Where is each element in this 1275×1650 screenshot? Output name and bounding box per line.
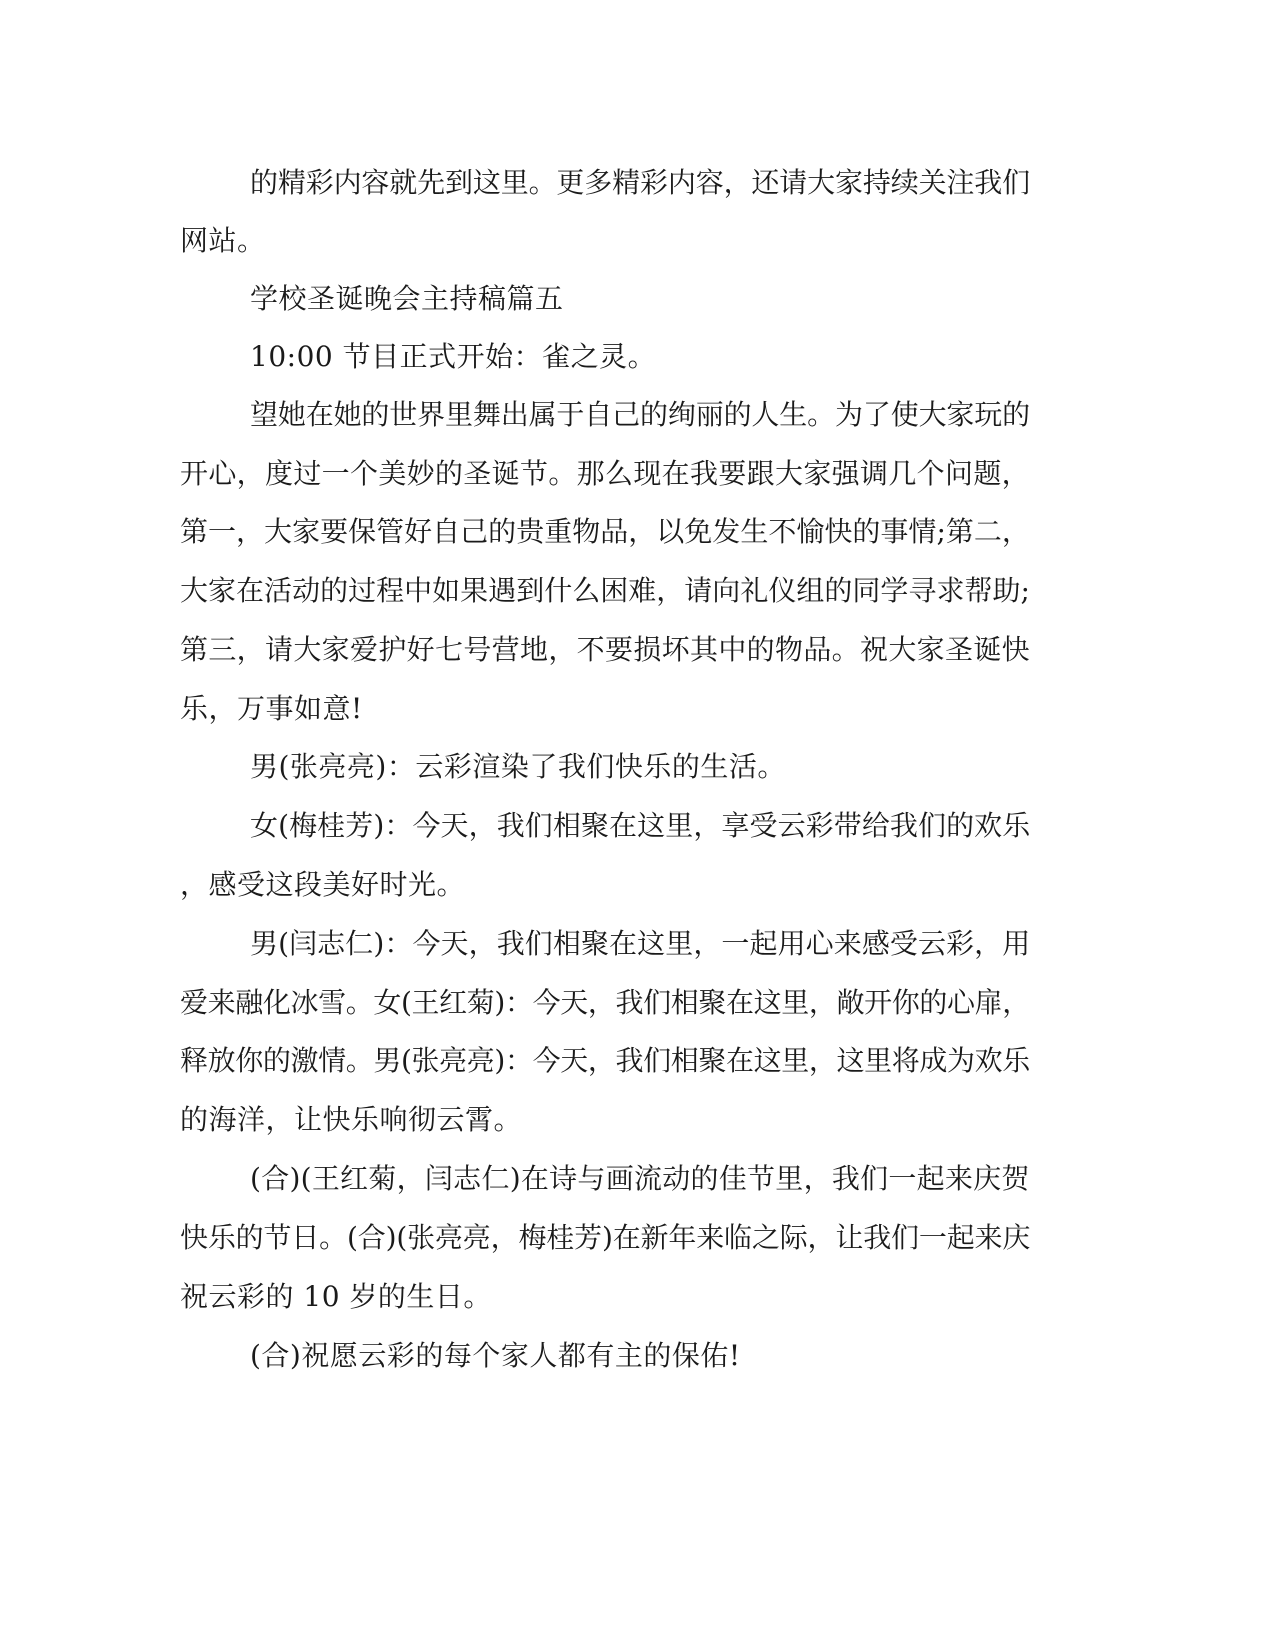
- text-line: 男(闫志仁)：今天，我们相聚在这里，一起用心来感受云彩，用: [250, 927, 1031, 960]
- section-heading: 学校圣诞晚会主持稿篇五: [250, 282, 564, 315]
- text-line: ，感受这段美好时光。: [180, 868, 466, 901]
- text-line: (合)祝愿云彩的每个家人都有主的保佑!: [250, 1339, 741, 1372]
- text-line: (合)(王红菊，闫志仁)在诗与画流动的佳节里，我们一起来庆贺: [250, 1162, 1030, 1195]
- text-line: 快乐的节日。(合)(张亮亮，梅桂芳)在新年来临之际，让我们一起来庆: [180, 1221, 1031, 1254]
- text-line: 的海洋，让快乐响彻云霄。: [180, 1103, 523, 1136]
- text-line: 第三，请大家爱护好七号营地，不要损坏其中的物品。祝大家圣诞快: [180, 633, 1031, 666]
- text-line: 释放你的激情。男(张亮亮)：今天，我们相聚在这里，这里将成为欢乐: [180, 1044, 1030, 1077]
- text-line: 乐，万事如意!: [180, 692, 363, 725]
- text-line: 祝云彩的 10 岁的生日。: [180, 1280, 492, 1313]
- text-line: 望她在她的世界里舞出属于自己的绚丽的人生。为了使大家玩的: [250, 398, 1031, 431]
- text-line: 大家在活动的过程中如果遇到什么困难，请向礼仪组的同学寻求帮助;: [180, 574, 1030, 607]
- text-line: 爱来融化冰雪。女(王红菊)：今天，我们相聚在这里，敞开你的心扉，: [180, 986, 1030, 1019]
- text-line: 女(梅桂芳)：今天，我们相聚在这里，享受云彩带给我们的欢乐: [250, 809, 1031, 842]
- text-line: 开心，度过一个美妙的圣诞节。那么现在我要跟大家强调几个问题，: [180, 457, 1031, 490]
- text-line: 男(张亮亮)：云彩渲染了我们快乐的生活。: [250, 750, 786, 783]
- text-line: 10:00 节目正式开始：雀之灵。: [250, 340, 657, 373]
- text-line: 第一，大家要保管好自己的贵重物品，以免发生不愉快的事情;第二，: [180, 515, 1030, 548]
- text-line: 网站。: [180, 224, 266, 257]
- text-line: 的精彩内容就先到这里。更多精彩内容，还请大家持续关注我们: [250, 166, 1031, 199]
